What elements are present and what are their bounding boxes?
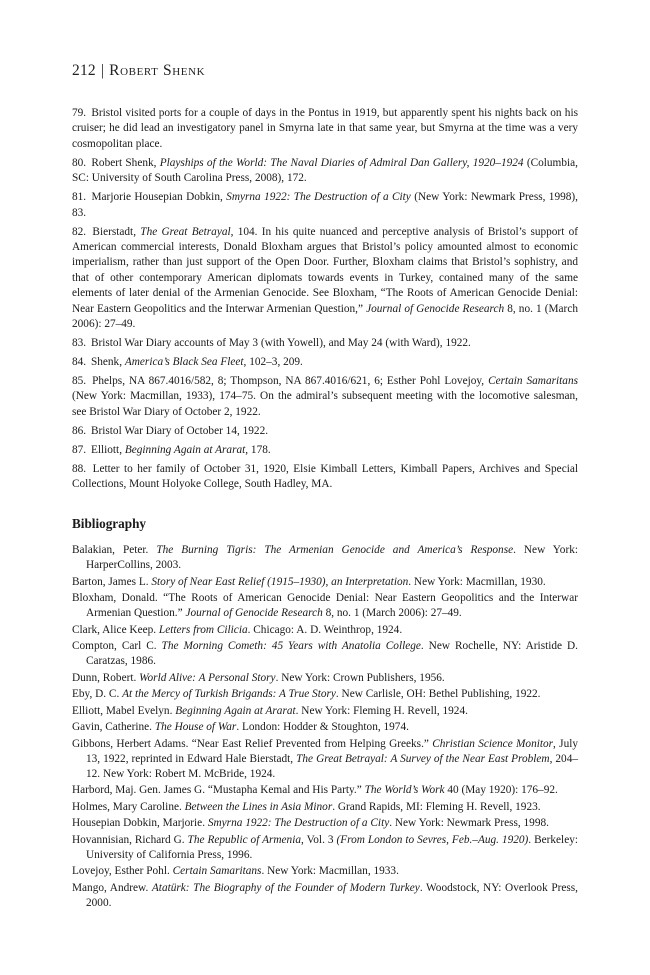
italic-title: Between the Lines in Asia Minor	[184, 800, 333, 813]
bibliography-entry	[72, 737, 578, 782]
text-run: . New York: HarperCollins, 2003.	[86, 544, 578, 572]
text-run: . London: Hodder & Stoughton, 1974.	[236, 721, 409, 734]
text-run: Barton, James L.	[72, 575, 152, 588]
text-run: Compton, Carl C.	[72, 640, 162, 653]
italic-title: (From London to Sevres, Feb.–Aug. 1920)	[336, 833, 529, 846]
text-run: Elliott,	[90, 443, 125, 456]
italic-title: Christian Science Monitor	[432, 737, 554, 750]
bibliography-entry	[72, 687, 578, 702]
italic-title: Smyrna 1922: The Destruction of a City	[226, 191, 411, 204]
text-run: , 102–3, 209.	[243, 356, 303, 369]
running-head	[72, 62, 205, 80]
endnote	[72, 336, 578, 351]
text-run: Bloxham, Donald. “The Roots of American Genocide Denial: Near Eastern Geopolitics and the Interwar Armenian Question.”	[72, 592, 578, 620]
endnote	[72, 355, 578, 370]
text-run: Eby, D. C.	[72, 688, 123, 701]
text-run: Mango, Andrew.	[72, 881, 152, 894]
bibliography-entry	[72, 833, 578, 863]
text-run: Bristol War Diary of October 14, 1922.	[90, 424, 269, 437]
text-run: Hovannisian, Richard G.	[72, 833, 188, 846]
text-run: 8, no. 1 (March 2006): 27–49.	[322, 607, 462, 620]
italic-title: World Alive: A Personal Story	[139, 671, 276, 684]
text-run: (New York: Macmillan, 1933), 174–75. On the admiral’s subsequent meeting with the locomotive salesman, see Bristol War Diary of October 2, 1922.	[72, 390, 578, 418]
text-run: 40 (May 1920): 176–92.	[444, 784, 558, 797]
italic-title: Journal of Genocide Research	[185, 607, 323, 620]
text-run: Clark, Alice Keep.	[72, 623, 159, 636]
endnotes	[72, 106, 578, 496]
bibliography-entry	[72, 704, 578, 719]
text-run: Holmes, Mary Caroline.	[72, 800, 185, 813]
italic-title: Beginning Again at Ararat	[124, 443, 246, 456]
italic-title: Smyrna 1922: The Destruction of a City	[207, 817, 390, 830]
italic-title: The Great Betrayal: A Survey of the Near East Problem	[296, 752, 550, 765]
text-run: . New York: Newmark Press, 1998.	[389, 817, 549, 830]
endnote-number: 82.	[72, 225, 87, 238]
italic-title: The House of War	[154, 721, 237, 734]
text-run: Elliott, Mabel Evelyn.	[72, 704, 176, 717]
text-run: Letter to her family of October 31, 1920, Elsie Kimball Letters, Kimball Papers, Archives and Special Collections, Mount Holyoke College, South Hadley, MA.	[72, 462, 578, 491]
text-run: (New York: Newmark Press, 1998), 83.	[72, 191, 578, 219]
text-run: . Woodstock, NY: Overlook Press, 2000.	[86, 881, 578, 909]
bibliography-entry	[72, 623, 578, 638]
bibliography-entry	[72, 671, 578, 686]
text-run: Lovejoy, Esther Pohl.	[72, 865, 173, 878]
text-run: 8, no. 1 (March 2006): 27–49.	[72, 302, 578, 331]
endnote-number: 81.	[72, 191, 87, 204]
bibliography-entry	[72, 720, 578, 735]
text-run: Harbord, Maj. Gen. James G. “Mustapha Kemal and His Party.”	[72, 784, 365, 797]
text-run: . New Carlisle, OH: Bethel Publishing, 1922.	[335, 688, 541, 701]
italic-title: Certain Samaritans	[172, 865, 262, 878]
endnote-number: 86.	[72, 424, 87, 437]
endnote-number: 80.	[72, 156, 87, 169]
endnote-number: 83.	[72, 337, 87, 350]
italic-title: At the Mercy of Turkish Brigands: A True Story	[122, 688, 336, 701]
italic-title: Atatürk: The Biography of the Founder of Modern Turkey	[151, 881, 420, 894]
bibliography-heading: Bibliography	[72, 516, 147, 531]
bibliography-entry	[72, 881, 578, 911]
italic-title: The World’s Work	[364, 784, 445, 797]
italic-title: Playships of the World: The Naval Diaries of Admiral Dan Gallery, 1920–1924	[159, 156, 524, 169]
text-run: Housepian Dobkin, Marjorie.	[72, 817, 208, 830]
page-number: 212	[72, 62, 96, 79]
endnote-number: 85.	[72, 375, 87, 388]
text-run: , 204–12. New York: Robert M. McBride, 1924.	[86, 752, 579, 780]
text-run: . New York: Crown Publishers, 1956.	[275, 671, 445, 684]
bibliography-entry	[72, 783, 578, 798]
italic-title: The Republic of Armenia	[187, 833, 301, 846]
text-run: Bristol visited ports for a couple of days in the Pontus in 1919, but apparently spent his nights back on his cruiser; he did lead an investigatory panel in Smyrna late in that same year, but Smyrna at the time was a very cosmopolitan place.	[72, 107, 578, 150]
endnote	[72, 156, 578, 187]
italic-title: The Great Betrayal	[140, 225, 231, 238]
bibliography-entry	[72, 591, 578, 621]
bibliography-entry	[72, 800, 578, 815]
bibliography-entry	[72, 864, 578, 879]
text-run: , 104. In his quite nuanced and perceptive analysis of Bristol’s support of American commercial interests, Donald Bloxham argues that Bristol’s policy amounted almost to economic imperialism, rather than just support of the Open Door. Further, Bloxham claims that Bristol’s sophistry, and that of other contemporary American diplomats towards events in Turkey, contained many of the same elements of later denial of the Armenian Genocide. See Bloxham, “The Roots of American Genocide Denial: Near Eastern Geopolitics and the Interwar Armenian Question,”	[72, 225, 579, 315]
endnote	[72, 106, 578, 152]
text-run: . New Rochelle, NY: Aristide D. Caratzas, 1986.	[86, 640, 578, 668]
italic-title: Journal of Genocide Research	[366, 302, 505, 315]
text-run: (Columbia, SC: University of South Carolina Press, 2008), 172.	[72, 156, 578, 185]
text-run: Gibbons, Herbert Adams. “Near East Relief Prevented from Helping Greeks.”	[72, 737, 433, 750]
italic-title: Certain Samaritans	[488, 375, 578, 388]
text-run: Bristol War Diary accounts of May 3 (with Yowell), and May 24 (with Ward), 1922.	[90, 337, 471, 350]
text-run: , Vol. 3	[301, 833, 337, 846]
endnote	[72, 443, 578, 458]
running-head-author: Robert Shenk	[109, 62, 206, 79]
bibliography-list	[72, 543, 578, 912]
bibliography-entry	[72, 575, 578, 590]
text-run: Gavin, Catherine.	[72, 721, 155, 734]
endnote	[72, 424, 578, 439]
text-run: Robert Shenk,	[91, 156, 160, 169]
italic-title: Story of Near East Relief (1915–1930), an Interpretation	[151, 575, 409, 588]
text-run: , July 13, 1922, reprinted in Edward Hale Bierstadt,	[86, 737, 579, 765]
endnote	[72, 190, 578, 221]
endnote	[72, 225, 578, 333]
endnote-number: 87.	[72, 443, 87, 456]
bibliography-entry	[72, 816, 578, 831]
italic-title: Letters from Cilicia	[158, 623, 248, 636]
endnote-number: 84.	[72, 356, 87, 369]
bibliography-entry	[72, 543, 578, 573]
text-run: Balakian, Peter.	[72, 544, 157, 556]
text-run: Bierstadt,	[92, 225, 141, 238]
endnote	[72, 462, 578, 493]
text-run: . Grand Rapids, MI: Fleming H. Revell, 1923.	[332, 800, 541, 813]
running-head-separator: |	[100, 62, 105, 79]
text-run: . Berkeley: University of California Press, 1996.	[86, 833, 578, 861]
text-run: Shenk,	[90, 356, 125, 369]
text-run: . New York: Macmillan, 1930.	[408, 575, 546, 588]
text-run: . New York: Fleming H. Revell, 1924.	[295, 704, 468, 717]
text-run: Marjorie Housepian Dobkin,	[91, 191, 227, 204]
italic-title: Beginning Again at Ararat	[175, 704, 296, 717]
endnote	[72, 374, 578, 420]
endnote-number: 88.	[72, 462, 87, 475]
text-run: . New York: Macmillan, 1933.	[261, 865, 399, 878]
text-run: Dunn, Robert.	[72, 671, 140, 684]
text-run: . Chicago: A. D. Weinthrop, 1924.	[247, 623, 403, 636]
bibliography-entry	[72, 639, 578, 669]
text-run: Phelps, NA 867.4016/582, 8; Thompson, NA 867.4016/621, 6; Esther Pohl Lovejoy,	[92, 375, 489, 388]
italic-title: The Burning Tigris: The Armenian Genocide and America’s Response	[156, 544, 514, 556]
text-run: , 178.	[245, 443, 271, 456]
endnote-number: 79.	[72, 107, 87, 119]
italic-title: America’s Black Sea Fleet	[124, 356, 244, 369]
italic-title: The Morning Cometh: 45 Years with Anatolia College	[161, 640, 421, 653]
